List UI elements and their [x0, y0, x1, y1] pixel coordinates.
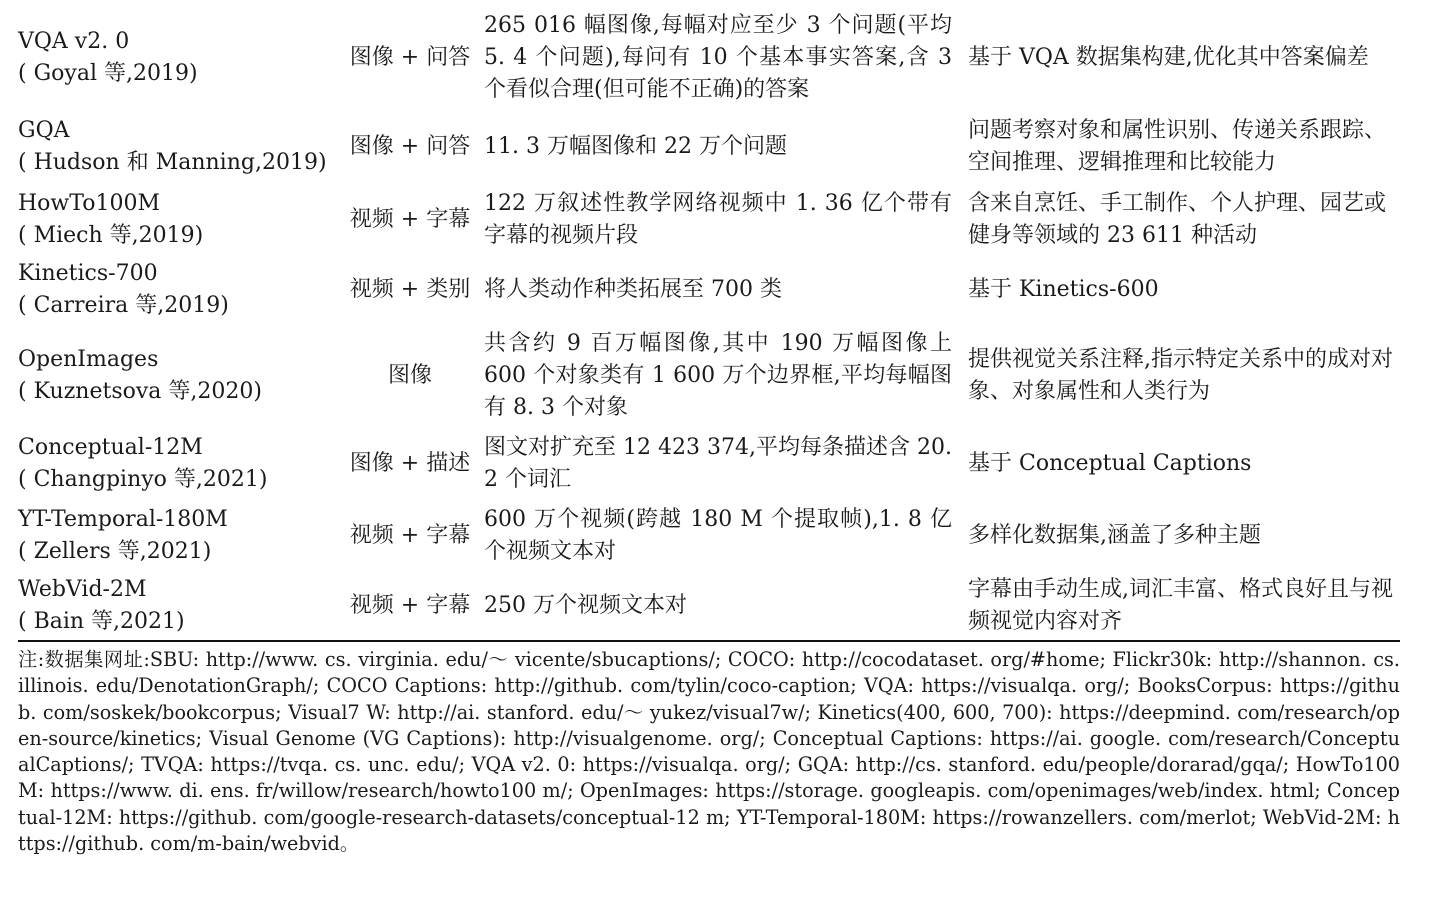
table-row [18, 256, 1400, 324]
dataset-modality: 视频 + 字幕 [349, 523, 471, 548]
dataset-name: VQA v2. 0 [18, 29, 130, 54]
table-row [18, 428, 1400, 500]
dataset-name-cell [18, 500, 340, 572]
dataset-feature: 提供视觉关系注释,指示特定关系中的成对对象、对象属性和人类行为 [968, 347, 1393, 404]
dataset-modality: 视频 + 类别 [349, 277, 471, 302]
table-row [18, 110, 1400, 184]
dataset-name-cell [18, 6, 340, 110]
dataset-feature: 基于 VQA 数据集构建,优化其中答案偏差 [968, 45, 1369, 70]
dataset-scale: 122 万叙述性教学网络视频中 1. 36 亿个带有字幕的视频片段 [484, 191, 952, 248]
dataset-scale: 图文对扩充至 12 423 374,平均每条描述含 20. 2 个词汇 [484, 435, 952, 492]
dataset-name: Kinetics-700 [18, 261, 158, 286]
dataset-modality: 图像 + 问答 [349, 45, 471, 70]
table-row [18, 184, 1400, 256]
dataset-feature: 字幕由手动生成,词汇丰富、格式良好且与视频视觉内容对齐 [968, 577, 1393, 634]
table-footnote: 注:数据集网址:SBU: http://www. cs. virginia. edu/～ vicente/sbucaptions/; COCO: http://cocodataset. org/#home; Flickr30k: http://shannon. cs. illinois. edu/DenotationGraph/; COCO Captions: http://github. com/tylin/coco-caption; VQA: https://visualqa. org/; BooksCorpus: https://github. com/soskek/bookcorpus; Visual7 W: http://ai. stanford. edu/～ yukez/visual7w/; Kinetics(400, 600, 700): https://deepmind. com/research/open-source/kinetics; Visual Genome (VG Captions): http://visualgenome. org/; Conceptual Captions: https://ai. google. com/research/ConceptualCaptions/; TVQA: https://tvqa. cs. unc. edu/; VQA v2. 0: https://visualqa. org/; GQA: http://cs. stanford. edu/people/dorarad/gqa/; HowTo100M: https://www. di. ens. fr/willow/research/howto100 m/; OpenImages: https://storage. googleapis. com/openimages/web/index. html; Conceptual-12M: https://github. com/google-research-datasets/conceptual-12 m; YT-Temporal-180M: https://rowanzellers. com/merlot; WebVid-2M: https://github. com/m-bain/webvid。 [18, 648, 1400, 856]
dataset-name-cell [18, 184, 340, 256]
table-row [18, 572, 1400, 640]
dataset-feature: 含来自烹饪、手工制作、个人护理、园艺或健身等领域的 23 611 种活动 [968, 191, 1387, 248]
dataset-scale: 250 万个视频文本对 [484, 593, 687, 618]
dataset-name-cell [18, 428, 340, 500]
dataset-name: YT-Temporal-180M [18, 507, 228, 532]
dataset-name: OpenImages [18, 347, 159, 372]
dataset-citation: ( Carreira 等,2019) [18, 293, 229, 318]
dataset-scale: 600 万个视频(跨越 180 M 个提取帧),1. 8 亿个视频文本对 [484, 507, 952, 564]
table-bottom-rule [18, 640, 1400, 642]
dataset-scale: 265 016 幅图像,每幅对应至少 3 个问题(平均 5. 4 个问题),每问有 10 个基本事实答案,含 3 个看似合理(但可能不正确)的答案 [484, 13, 952, 102]
dataset-table-wrapper [18, 6, 1400, 640]
dataset-scale: 将人类动作种类拓展至 700 类 [484, 277, 782, 302]
dataset-citation: ( Goyal 等,2019) [18, 61, 198, 86]
dataset-feature: 基于 Kinetics-600 [968, 277, 1159, 302]
dataset-name-cell [18, 324, 340, 428]
table-row [18, 500, 1400, 572]
dataset-modality: 图像 [387, 363, 432, 388]
dataset-feature: 问题考察对象和属性识别、传递关系跟踪、空间推理、逻辑推理和比较能力 [968, 118, 1387, 175]
table-row [18, 324, 1400, 428]
dataset-scale: 11. 3 万幅图像和 22 万个问题 [484, 134, 787, 159]
dataset-name-cell [18, 110, 340, 184]
dataset-modality: 视频 + 字幕 [349, 207, 471, 232]
dataset-modality: 图像 + 描述 [349, 451, 471, 476]
dataset-citation: ( Zellers 等,2021) [18, 539, 212, 564]
dataset-name-cell [18, 256, 340, 324]
dataset-name: GQA [18, 118, 70, 143]
dataset-modality: 图像 + 问答 [349, 134, 471, 159]
dataset-table [18, 6, 1400, 640]
dataset-name-cell [18, 572, 340, 640]
dataset-citation: ( Changpinyo 等,2021) [18, 467, 268, 492]
dataset-name: HowTo100M [18, 191, 160, 216]
table-row [18, 6, 1400, 110]
dataset-modality: 视频 + 字幕 [349, 593, 471, 618]
dataset-citation: ( Hudson 和 Manning,2019) [18, 150, 327, 175]
dataset-citation: ( Bain 等,2021) [18, 609, 185, 634]
dataset-name: Conceptual-12M [18, 435, 203, 460]
dataset-citation: ( Miech 等,2019) [18, 223, 204, 248]
dataset-name: WebVid-2M [18, 577, 147, 602]
dataset-feature: 基于 Conceptual Captions [968, 451, 1252, 476]
dataset-feature: 多样化数据集,涵盖了多种主题 [968, 523, 1261, 548]
dataset-scale: 共含约 9 百万幅图像,其中 190 万幅图像上 600 个对象类有 1 600 万个边界框,平均每幅图有 8. 3 个对象 [484, 331, 952, 420]
dataset-citation: ( Kuznetsova 等,2020) [18, 379, 262, 404]
